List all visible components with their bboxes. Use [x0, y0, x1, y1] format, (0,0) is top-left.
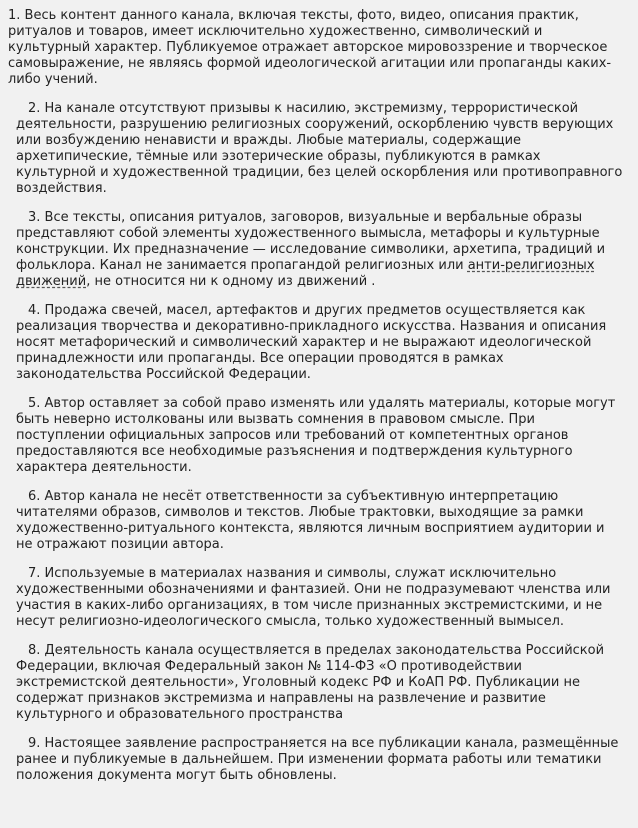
paragraph-7: 7. Используемые в материалах названия и символы, служат исключительно художественными обозначениями и фантазией. Они не подразумевают членства или участия в каких-либо организациях, в том числе признанных экстремистскими, и не несут религиозно-идеологического смысла, только художественный вымысел. [16, 566, 611, 629]
paragraph-3-text-before: 3. Все тексты, описания ритуалов, заговоров, визуальные и вербальные образы представляют собой элементы художественного вымысла, метафоры и культурные конструкции. Их предназначение — исследование символики, архетипа, традиций и фольклора. Канал не занимается пропагандой религиозных или [16, 210, 606, 273]
paragraph-3 [16, 210, 624, 290]
paragraph-2: 2. На канале отсутствуют призывы к насилию, экстремизму, террористической деятельности, разрушению религиозных сооружений, оскорблению чувств верующих или возбуждению ненависти и вражды. Любые материалы, содержащие архетипические, тёмные или эзотерические образы, публикуются в рамках культурной и художественной традиции, без целей оскорбления или противоправного воздействия. [16, 101, 623, 196]
antireligious-underlined-link[interactable]: анти-религиозных движений [16, 258, 595, 289]
paragraph-1: 1. Весь контент данного канала, включая тексты, фото, видео, описания практик, ритуалов и товаров, имеет исключительно художественно, символический и культурный характер. Публикуемое отражает авторское мировоззрение и творческое самовыражение, не являясь формой идеологической агитации или пропаганды каких-либо учений. [8, 8, 612, 87]
paragraph-9: 9. Настоящее заявление распространяется на все публикации канала, размещённые ранее и публикуемые в дальнейшем. При изменении формата работы или тематики положения документа могут быть обновлены. [16, 736, 619, 783]
paragraph-8: 8. Деятельность канала осуществляется в пределах законодательства Российской Федерации, включая Федеральный закон № 114-ФЗ «О противодействии экстремистской деятельности», Уголовный кодекс РФ и КоАП РФ. Публикации не содержат признаков экстремизма и направлены на развлечение и развитие культурного и образовательного пространства [16, 643, 605, 722]
paragraph-4: 4. Продажа свечей, масел, артефактов и других предметов осуществляется как реализация творчества и декоративно-прикладного искусства. Названия и описания носят метафорический и символический характер и не выражают идеологической принадлежности или пропаганды. Все операции проводятся в рамках законодательства Российской Федерации. [16, 303, 607, 382]
paragraph-5: 5. Автор оставляет за собой право изменять или удалять материалы, которые могут быть неверно истолкованы или вызвать сомнения в правовом смысле. При поступлении официальных запросов или требований от компетентных органов предоставляются все необходимые разъяснения и подтверждения культурного характера деятельности. [16, 396, 616, 475]
paragraph-3-text-after: , не относится ни к одному из движений . [86, 274, 376, 289]
paragraph-6: 6. Автор канала не несёт ответственности за субъективную интерпретацию читателями образов, символов и текстов. Любые трактовки, выходящие за рамки художественно-ритуального контекста, являются личным восприятием аудитории и не отражают позиции автора. [16, 489, 605, 552]
